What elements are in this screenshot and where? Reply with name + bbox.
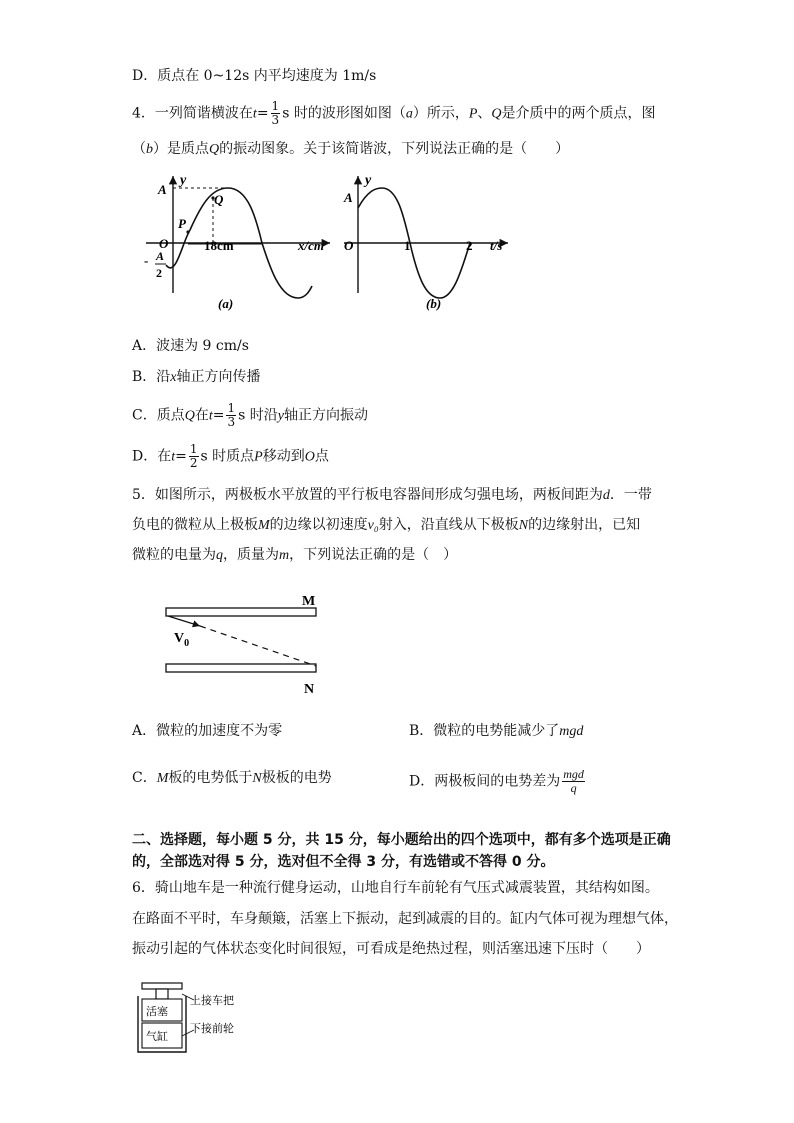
q3-option-d[interactable] (132, 66, 376, 86)
lower-connect-label: 下接前轮 (190, 1023, 234, 1035)
fig-a-negA-num: A (156, 249, 165, 263)
fraction: $\frac{1}{3}$ (271, 99, 280, 127)
q5-stem-line2: 负电的微粒从上极板M的边缘以初速度v₀射入，沿直线从下极板N的边缘射出，已知 (132, 517, 641, 533)
shock-absorber-figure (134, 980, 264, 1060)
fig-b-tick1: 1 (404, 238, 411, 253)
v0-label: $V_0$ (174, 631, 190, 649)
fig-a-distance-label: 18cm (204, 238, 234, 253)
fig-b-y-label: y (365, 173, 372, 188)
var-t: t (252, 106, 257, 122)
fig-a-neg-sign: - (144, 253, 149, 268)
cylinder-label: 气缸 (146, 1031, 168, 1043)
fig-a-x-label: x/cm (298, 238, 324, 253)
fig-a-P-label: P (178, 216, 186, 231)
q6-stem-line2: 在路面不平时，车身颠簸，活塞上下振动，起到减震的目的。缸内气体可视为理想气体， (132, 911, 678, 927)
q4-option-d[interactable]: D．在t= $\frac{1}{2}$ s 时质点P移动到O点 (132, 442, 329, 470)
q5-option-a[interactable]: A．微粒的加速度不为零 (132, 723, 283, 739)
q5-option-d[interactable]: D．两极板间的电势差为 $\frac{\text{mgd}}{q}$ (409, 767, 584, 795)
section2-heading-line2: 的，全部选对得 5 分，选对但不全得 3 分，有选错或不答得 0 分。 (132, 854, 555, 870)
q4-option-c[interactable]: C．质点Q在t= $\frac{1}{3}$ s 时沿y轴正方向振动 (132, 401, 368, 429)
wave-figure-a (140, 168, 340, 313)
plate-N-label: N (304, 682, 315, 697)
q4-stem-text: 4．一列简谐横波在 (132, 105, 253, 122)
q5-option-b[interactable]: B．微粒的电势能减少了mgd (409, 723, 584, 739)
q4-option-a[interactable]: A．波速为 9 cm/s (132, 338, 249, 354)
vibration-figure-b (338, 168, 518, 313)
q3-option-d-text: D．质点在 0~12s 内平均速度为 1m/s (132, 68, 377, 84)
plate-M-label: M (302, 594, 316, 609)
q6-stem-line3: 振动引起的气体状态变化时间很短，可看成是绝热过程，则活塞迅速下压时（ ） (132, 941, 650, 957)
upper-connect-label: 上接车把 (190, 995, 234, 1007)
fraction: $\frac{\text{mgd}}{q}$ (563, 767, 584, 795)
q5-stem-line1: 5．如图所示，两极板水平放置的平行板电容器间形成匀强电场，两板间距为d．一带 (132, 487, 652, 503)
q5-stem-line3: 微粒的电量为q，质量为m，下列说法正确的是（ ） (132, 547, 458, 563)
fig-b-tick2: 2 (466, 238, 473, 253)
fig-a-Q-label: Q (214, 192, 224, 207)
q6-stem-line1: 6．骑山地车是一种流行健身运动，山地自行车前轮有气压式减震装置，其结构如图。 (132, 880, 659, 896)
fig-a-negA-den: 2 (156, 266, 162, 280)
capacitor-figure (160, 590, 330, 700)
fig-a-caption: (a) (218, 296, 234, 311)
fig-a-y-label: y (180, 173, 187, 188)
piston-label: 活塞 (146, 1006, 168, 1018)
fig-b-A-label: A (344, 190, 353, 205)
q4-stem-line2: （b）是质点Q的振动图象。关于该简谐波，下列说法正确的是（ ） (132, 141, 570, 157)
fraction: $\frac{1}{3}$ (227, 401, 236, 429)
q4-option-b[interactable]: B．沿x轴正方向传播 (132, 369, 261, 385)
fig-b-caption: (b) (426, 296, 442, 311)
fig-a-A-label: A (158, 182, 167, 197)
section2-heading-line1: 二、选择题，每小题 5 分，共 15 分，每小题给出的四个选项中，都有多个选项是正确 (132, 832, 671, 848)
equals: = (256, 105, 269, 122)
fraction: $\frac{1}{2}$ (189, 442, 198, 470)
fig-b-x-label: t/s (490, 238, 503, 253)
q4-stem-line1: 4．一列简谐横波在t= $\frac{1}{3}$ s 时的波形图如图（a）所示，P、Q是介质中的两个质点，图 (132, 99, 656, 127)
fig-b-O-label: O (344, 238, 354, 253)
q5-option-c[interactable]: C．M板的电势低于N极板的电势 (132, 770, 332, 786)
fig-a-O-label: O (159, 236, 169, 251)
